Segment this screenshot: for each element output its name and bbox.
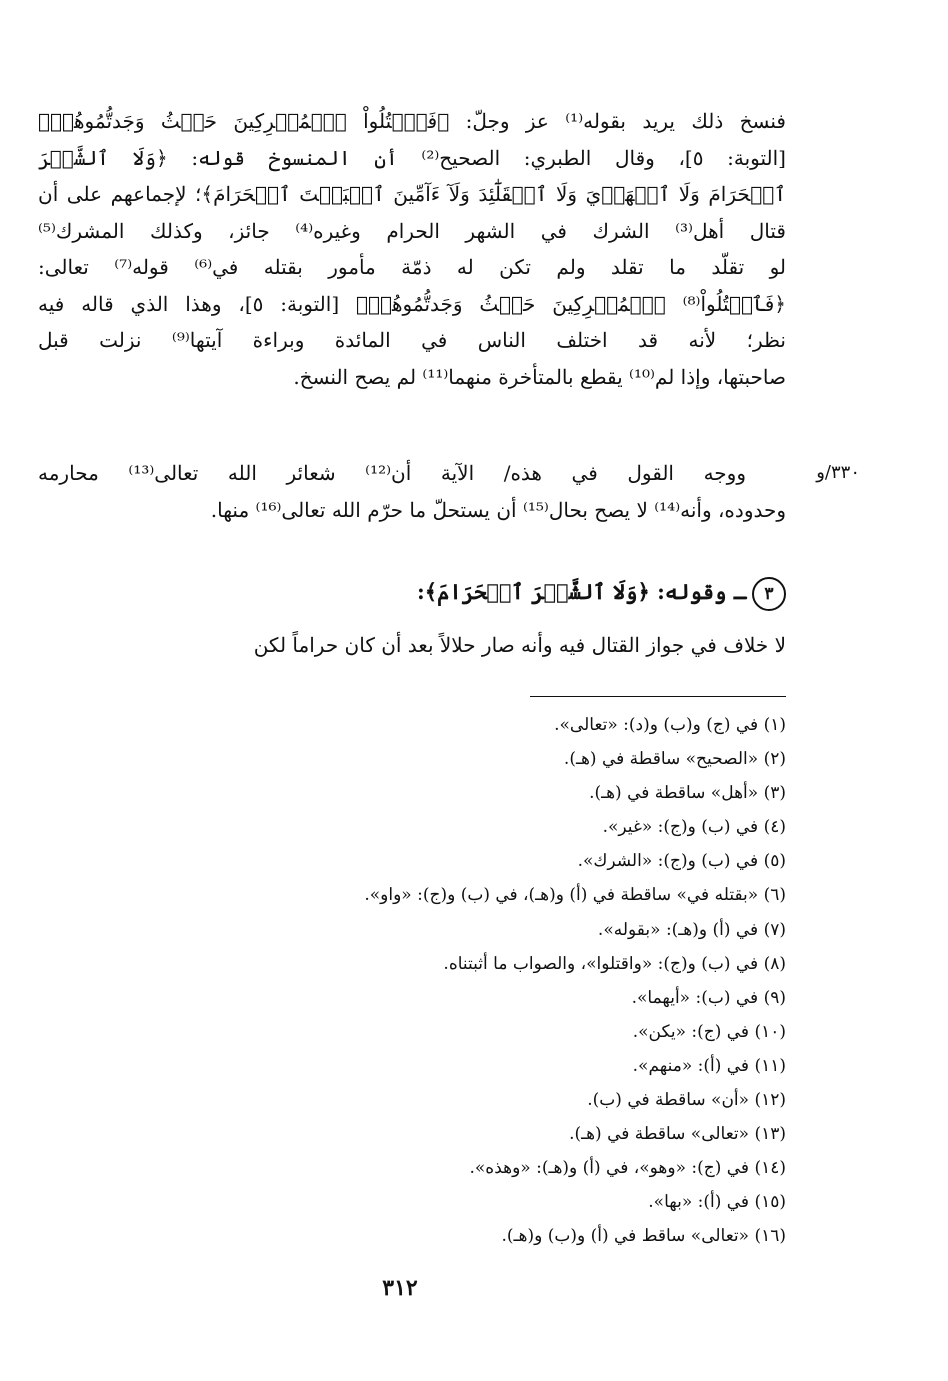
footnote: (٨) في (ب) و(ج): «واقتلوا»، والصواب ما أثبتناه. [443, 953, 786, 974]
footnote: (٦) «بقتله في» ساقطة في (أ) و(هـ)، في (ب) و(ج): «واو». [364, 885, 786, 906]
footnote: (١١) في (أ): «منهم». [632, 1055, 786, 1076]
footnote: (١٠) في (ج): «يكن». [632, 1021, 786, 1042]
paragraph-3 [38, 627, 786, 664]
footnote-separator [530, 696, 786, 697]
verse-number-badge: ٣ [752, 577, 786, 611]
footnote: (١٢) «أن» ساقطة في (ب). [587, 1090, 786, 1111]
text-line: لو تقلّد ما تقلد ولم تكن له ذمّة مأمور بقتله في⁽⁶⁾ قوله⁽⁷⁾ تعالى: [38, 255, 786, 279]
text-line: صاحبتها، وإذا لم⁽¹⁰⁾ يقطع بالمتأخرة منهما⁽¹¹⁾ لم يصح النسخ. [293, 364, 786, 389]
footnote: (٥) في (ب) و(ج): «الشرك». [577, 851, 786, 872]
footnote: (٢) «الصحيح» ساقطة في (هـ). [563, 749, 786, 770]
text-line: ﴿فَٱقۡتُلُواْ⁽⁸⁾ ٱلۡمُشۡرِكِينَ حَيۡثُ وَجَدتُّمُوهُمۡ﴾ [التوبة: ٥]، وهذا الذي قاله فيه [38, 291, 786, 316]
footnotes [200, 708, 786, 1254]
text-line: نظر؛ لأنه قد اختلف الناس في المائدة وبراءة آيتها⁽⁹⁾ نزلت قبل [38, 328, 786, 352]
paragraph-2 [38, 455, 786, 528]
text-line: قتال أهل⁽³⁾ الشرك في الشهر الحرام وغيره⁽⁴⁾ جائز، وكذلك المشرك⁽⁵⁾ [38, 218, 786, 243]
text-line: ٱلۡحَرَامَ وَلَا ٱلۡهَدۡيَ وَلَا ٱلۡقَلَٰٓئِدَ وَلَآ ءَآمِّينَ ٱلۡبَيۡتَ ٱلۡحَرَامَ﴾؛ لإجماعهم على أن [38, 182, 786, 206]
footnote: (٣) «أهل» ساقطة في (هـ). [589, 783, 786, 804]
footnote: (٤) في (ب) و(ج): «غير». [602, 817, 786, 838]
footnote: (١٣) «تعالى» ساقطة في (هـ). [569, 1124, 786, 1145]
text-line: فنسخ ذلك يريد بقوله⁽¹⁾ عز وجلّ: ﴿فَٱقۡتُلُواْ ٱلۡمُشۡرِكِينَ حَيۡثُ وَجَدتُّمُوهُمۡ﴾ [38, 109, 786, 133]
footnote: (١٦) «تعالى» ساقط في (أ) و(ب) و(هـ). [501, 1226, 786, 1247]
footnote: (٧) في (أ) و(هـ): «بقوله». [597, 919, 786, 940]
text-line: [التوبة: ٥]، وقال الطبري: الصحيح⁽²⁾ أن المنسوخ قوله: ﴿وَلَا ٱلشَّهۡرَ [38, 145, 786, 170]
footnote: (١) في (ج) و(ب) و(د): «تعالى». [554, 715, 786, 735]
footnote: (٩) في (ب): «أيهما». [631, 987, 786, 1008]
paragraph-1 [38, 103, 786, 395]
page-number: ٣١٢ [382, 1275, 418, 1301]
section-heading [38, 572, 786, 612]
footnote: (١٥) في (أ): «بها». [648, 1192, 786, 1213]
text-line: ووجه القول في هذه/ الآية أن⁽¹²⁾ شعائر الله تعالى⁽¹³⁾ محارمه [38, 461, 746, 485]
heading-label: ـ وقوله: [649, 579, 746, 604]
text-line: وحدوده، وأنه⁽¹⁴⁾ لا يصح بحال⁽¹⁵⁾ أن يستحلّ ما حرّم الله تعالى⁽¹⁶⁾ منها. [210, 497, 786, 522]
footnote: (١٤) في (ج): «وهو»، في (أ) و(هـ): «وهذه». [469, 1158, 786, 1179]
heading-verse: ﴿وَلَا ٱلشَّهۡرَ ٱلۡحَرَامَ﴾: [417, 579, 650, 604]
manuscript-folio-marker: ٣٣٠/و [816, 462, 860, 483]
text-line: لا خلاف في جواز القتال فيه وأنه صار حلالاً بعد أن كان حراماً لكن [253, 633, 786, 657]
